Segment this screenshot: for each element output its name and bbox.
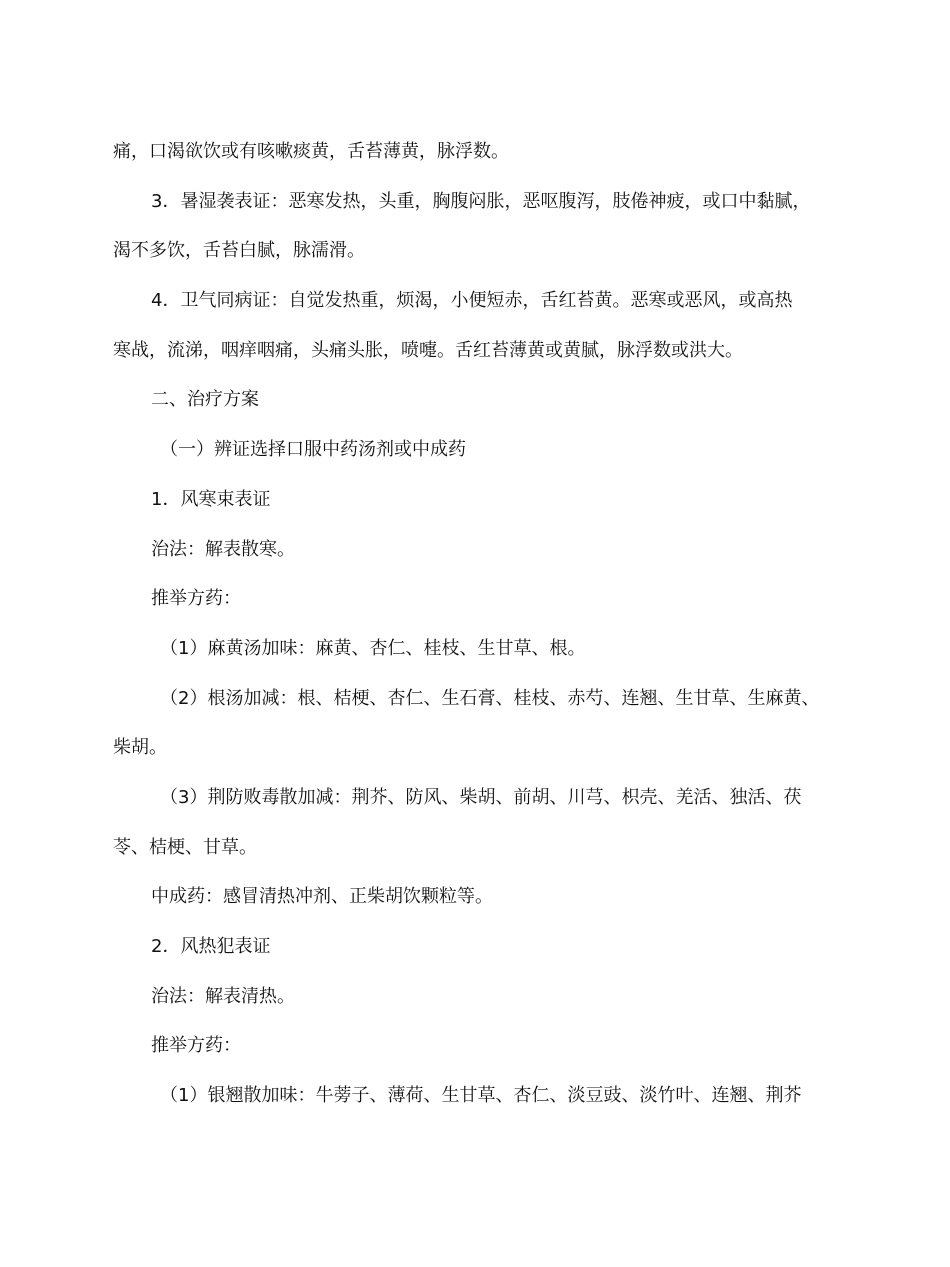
- text-line-13: 柴胡。: [113, 737, 167, 759]
- document-page: [113, 137, 843, 1131]
- text-line-4: 4．卫气同病证：自觉发热重，烦渴，小便短赤，舌红苔黄。恶寒或恶风，或高热: [151, 290, 793, 312]
- text-line-18: 治法：解表清热。: [151, 985, 295, 1007]
- text-line-10: 推举方药：: [151, 588, 241, 610]
- text-line-9: 治法：解表散寒。: [151, 538, 295, 560]
- text-line-11: （1）麻黄汤加味：麻黄、杏仁、桂枝、生甘草、根。: [160, 637, 586, 659]
- text-line-14: （3）荆防败毒散加减：荆芥、防风、柴胡、前胡、川芎、枳壳、羌活、独活、茯: [160, 786, 802, 808]
- text-line-12: （2）根汤加减：根、桔梗、杏仁、生石膏、桂枝、赤芍、连翘、生甘草、生麻黄、: [160, 687, 820, 709]
- text-line-15: 苓、桔梗、甘草。: [113, 836, 257, 858]
- text-line-2: 3．暑湿袭表证：恶寒发热，头重，胸腹闷胀，恶呕腹泻，肢倦神疲，或口中黏腻，: [151, 190, 811, 212]
- text-line-5: 寒战，流涕，咽痒咽痛，头痛头胀，喷嚏。舌红苔薄黄或黄腻，脉浮数或洪大。: [113, 339, 743, 361]
- text-line-1: 痛，口渴欲饮或有咳嗽痰黄，舌苔薄黄，脉浮数。: [113, 141, 509, 162]
- text-line-20: （1）银翘散加味：牛蒡子、薄荷、生甘草、杏仁、淡豆豉、淡竹叶、连翘、荆芥: [160, 1085, 802, 1107]
- subsection-heading: （一）辨证选择口服中药汤剂或中成药: [160, 439, 466, 461]
- text-line-3: 渴不多饮，舌苔白腻，脉濡滑。: [113, 240, 365, 262]
- text-line-19: 推举方药：: [151, 1035, 241, 1057]
- section-heading: 二、治疗方案: [151, 389, 259, 411]
- item-heading-2: 2．风热犯表证: [151, 936, 271, 957]
- item-heading-1: 1．风寒束表证: [151, 488, 271, 510]
- text-line-16: 中成药：感冒清热冲剂、正柴胡饮颗粒等。: [151, 886, 493, 908]
